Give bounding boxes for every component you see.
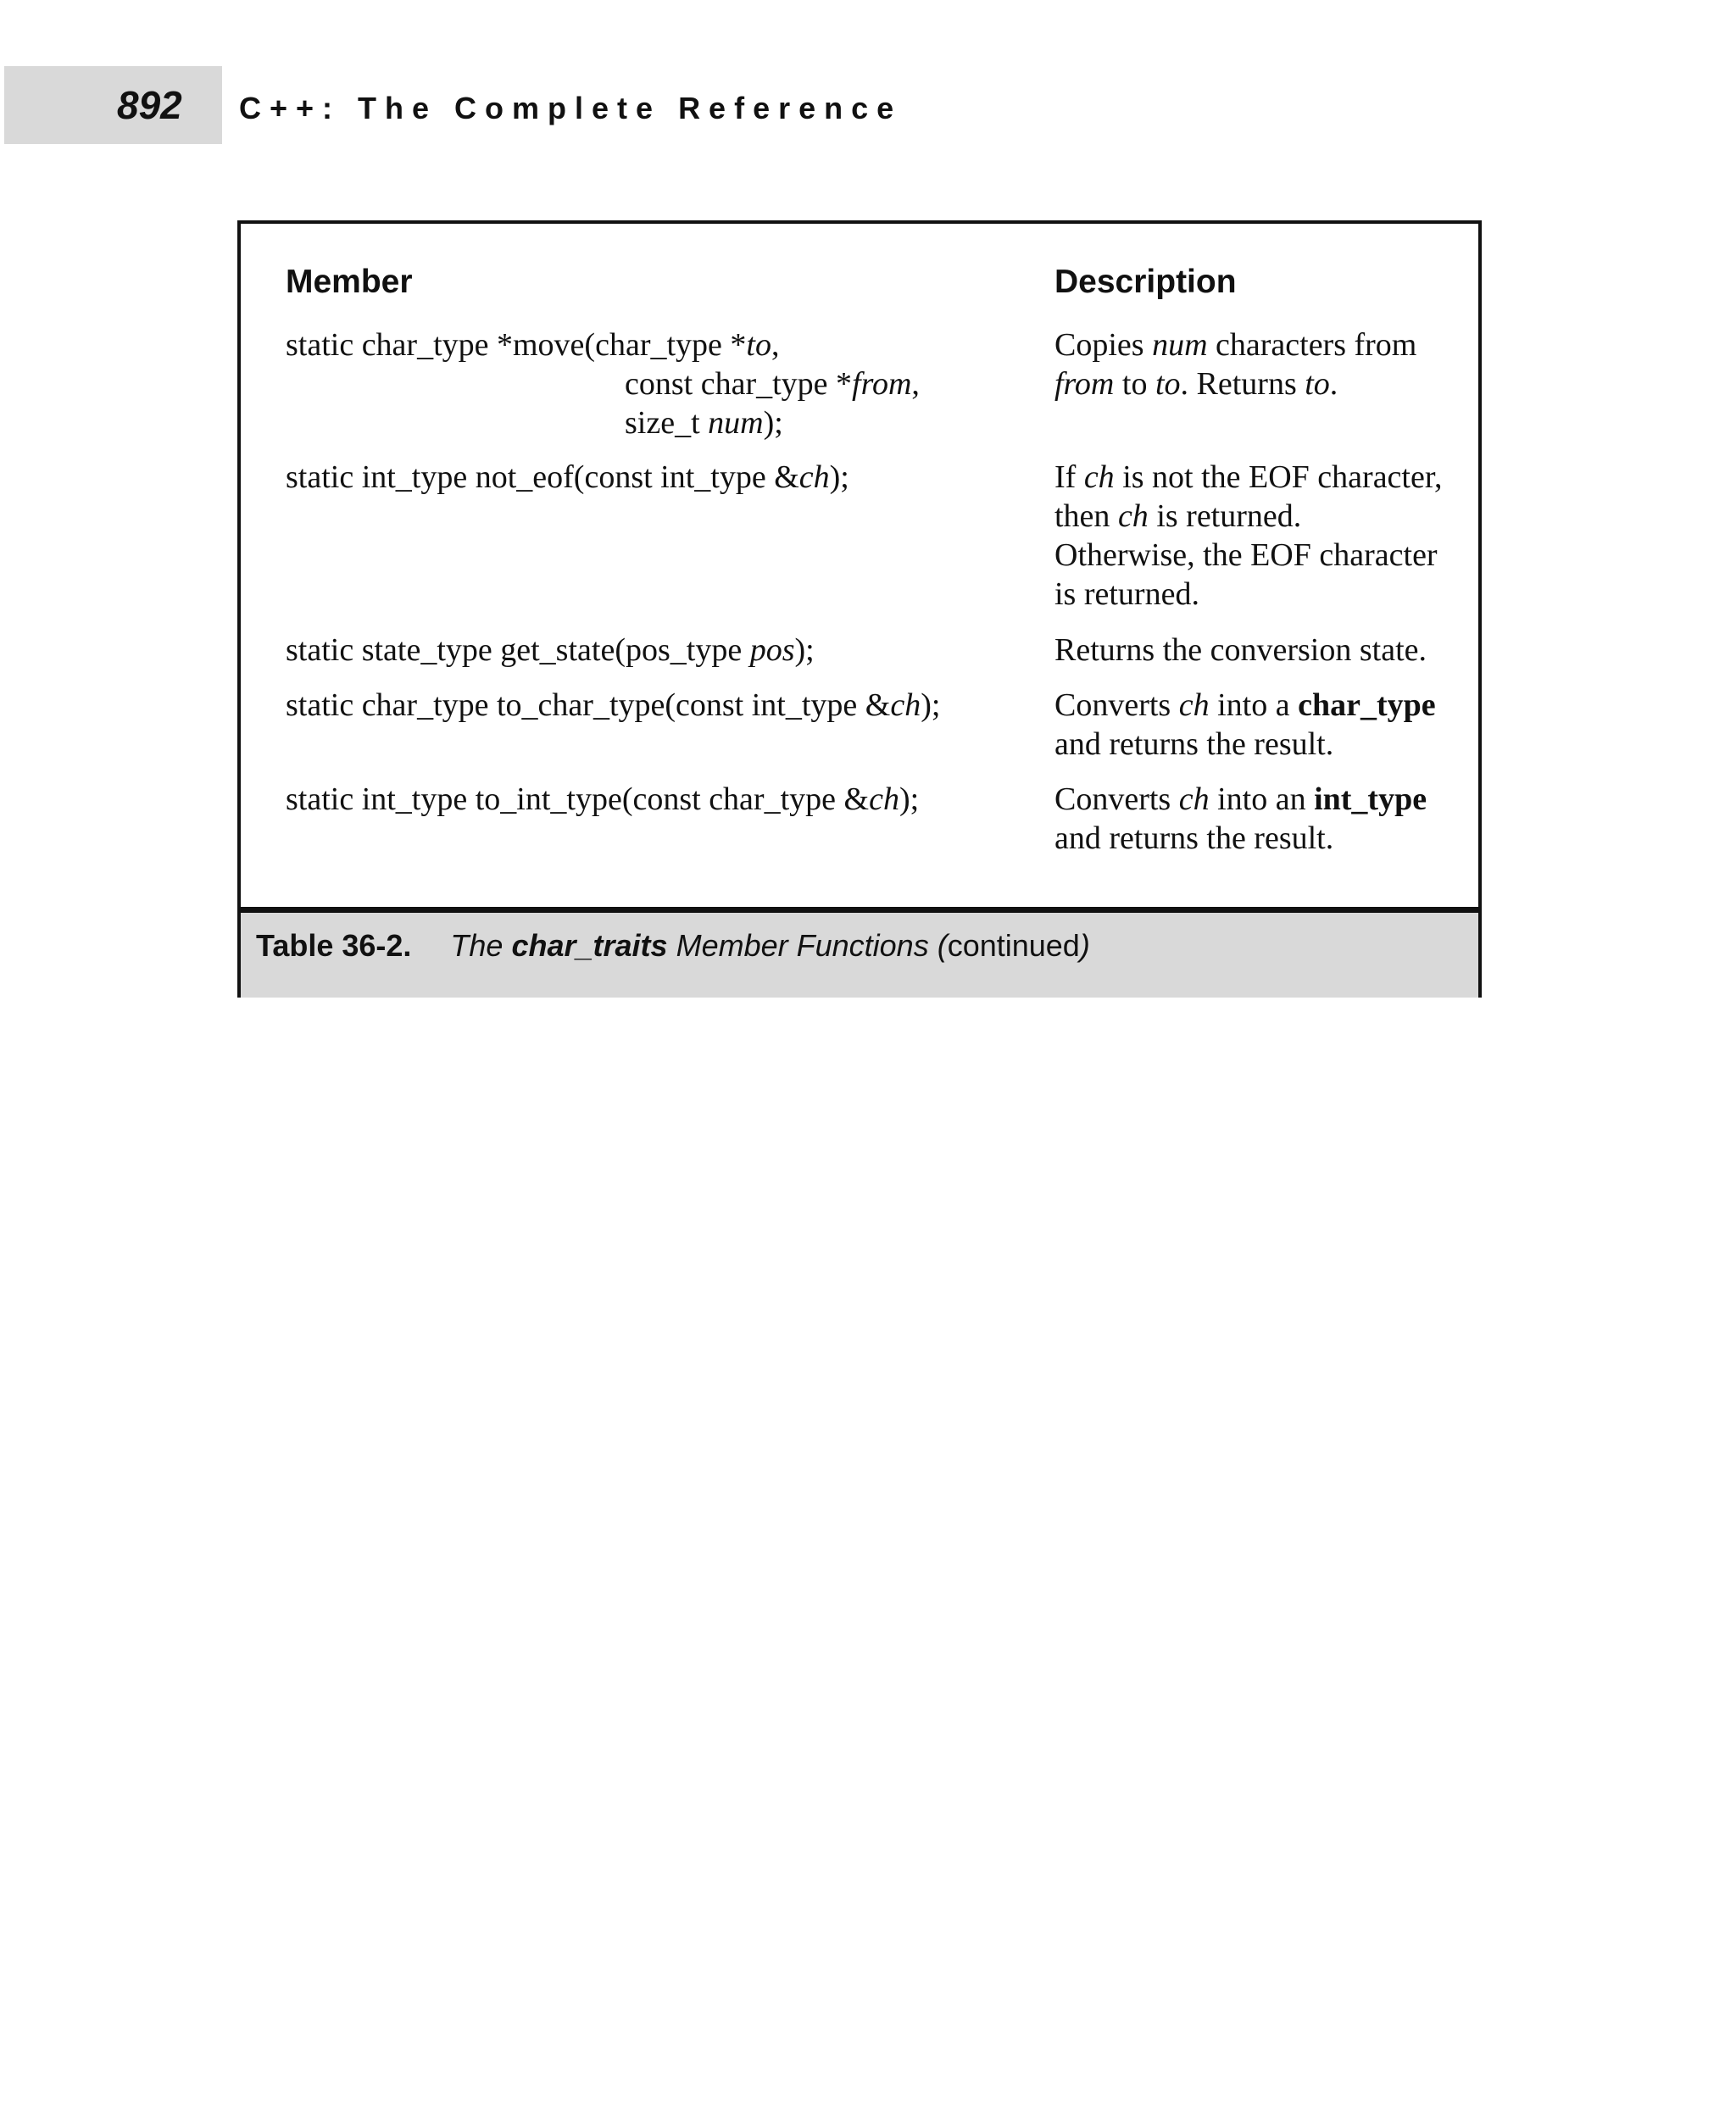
member-line: static int_type not_eof(const int_type &ch); (286, 459, 849, 495)
page-number: 892 (117, 83, 182, 127)
table-row-to-char-type-description (1054, 686, 1436, 764)
description-line: from to to. Returns to. (1054, 366, 1338, 402)
member-line: static int_type to_int_type(const char_type &ch); (286, 781, 920, 817)
description-line: If ch is not the EOF character, (1054, 459, 1443, 495)
description-line: and returns the result. (1054, 726, 1334, 762)
description-line: Returns the conversion state. (1054, 632, 1427, 668)
table-row-not-eof-description (1054, 458, 1442, 614)
running-title: C++: The Complete Reference (239, 91, 903, 125)
description-line: and returns the result. (1054, 820, 1334, 856)
table-caption (256, 926, 1090, 965)
table-row-to-char-type-member (286, 686, 940, 725)
description-line: Otherwise, the EOF character (1054, 537, 1438, 573)
column-header-member: Member (286, 264, 413, 300)
table-row-not-eof-member (286, 458, 849, 497)
column-header-description: Description (1054, 264, 1237, 300)
page-number-tab (4, 66, 222, 144)
member-line: static state_type get_state(pos_type pos); (286, 632, 815, 668)
member-line: static char_type *move(char_type *to, (286, 327, 780, 363)
description-line: then ch is returned. (1054, 498, 1302, 534)
table-row-move-member (286, 325, 920, 442)
table-caption-bar (241, 913, 1478, 998)
member-line: const char_type *from, (625, 366, 920, 402)
table-row-get-state-member (286, 631, 815, 670)
caption-divider (241, 907, 1478, 913)
description-line: is returned. (1054, 576, 1199, 612)
table-row-get-state-description (1054, 631, 1427, 670)
table-number: Table 36-2. (256, 928, 412, 963)
member-functions-table (237, 220, 1482, 998)
description-line: Copies num characters from (1054, 327, 1417, 363)
table-row-move-description (1054, 325, 1416, 403)
table-title: The char_traits Member Functions (continued) (450, 928, 1090, 963)
description-line: Converts ch into an int_type (1054, 781, 1427, 817)
description-line: Converts ch into a char_type (1054, 687, 1436, 723)
member-line: size_t num); (625, 405, 783, 441)
table-body (241, 224, 1478, 907)
member-line: static char_type to_char_type(const int_type &ch); (286, 687, 941, 723)
table-row-to-int-type-description (1054, 780, 1427, 858)
table-row-to-int-type-member (286, 780, 919, 819)
